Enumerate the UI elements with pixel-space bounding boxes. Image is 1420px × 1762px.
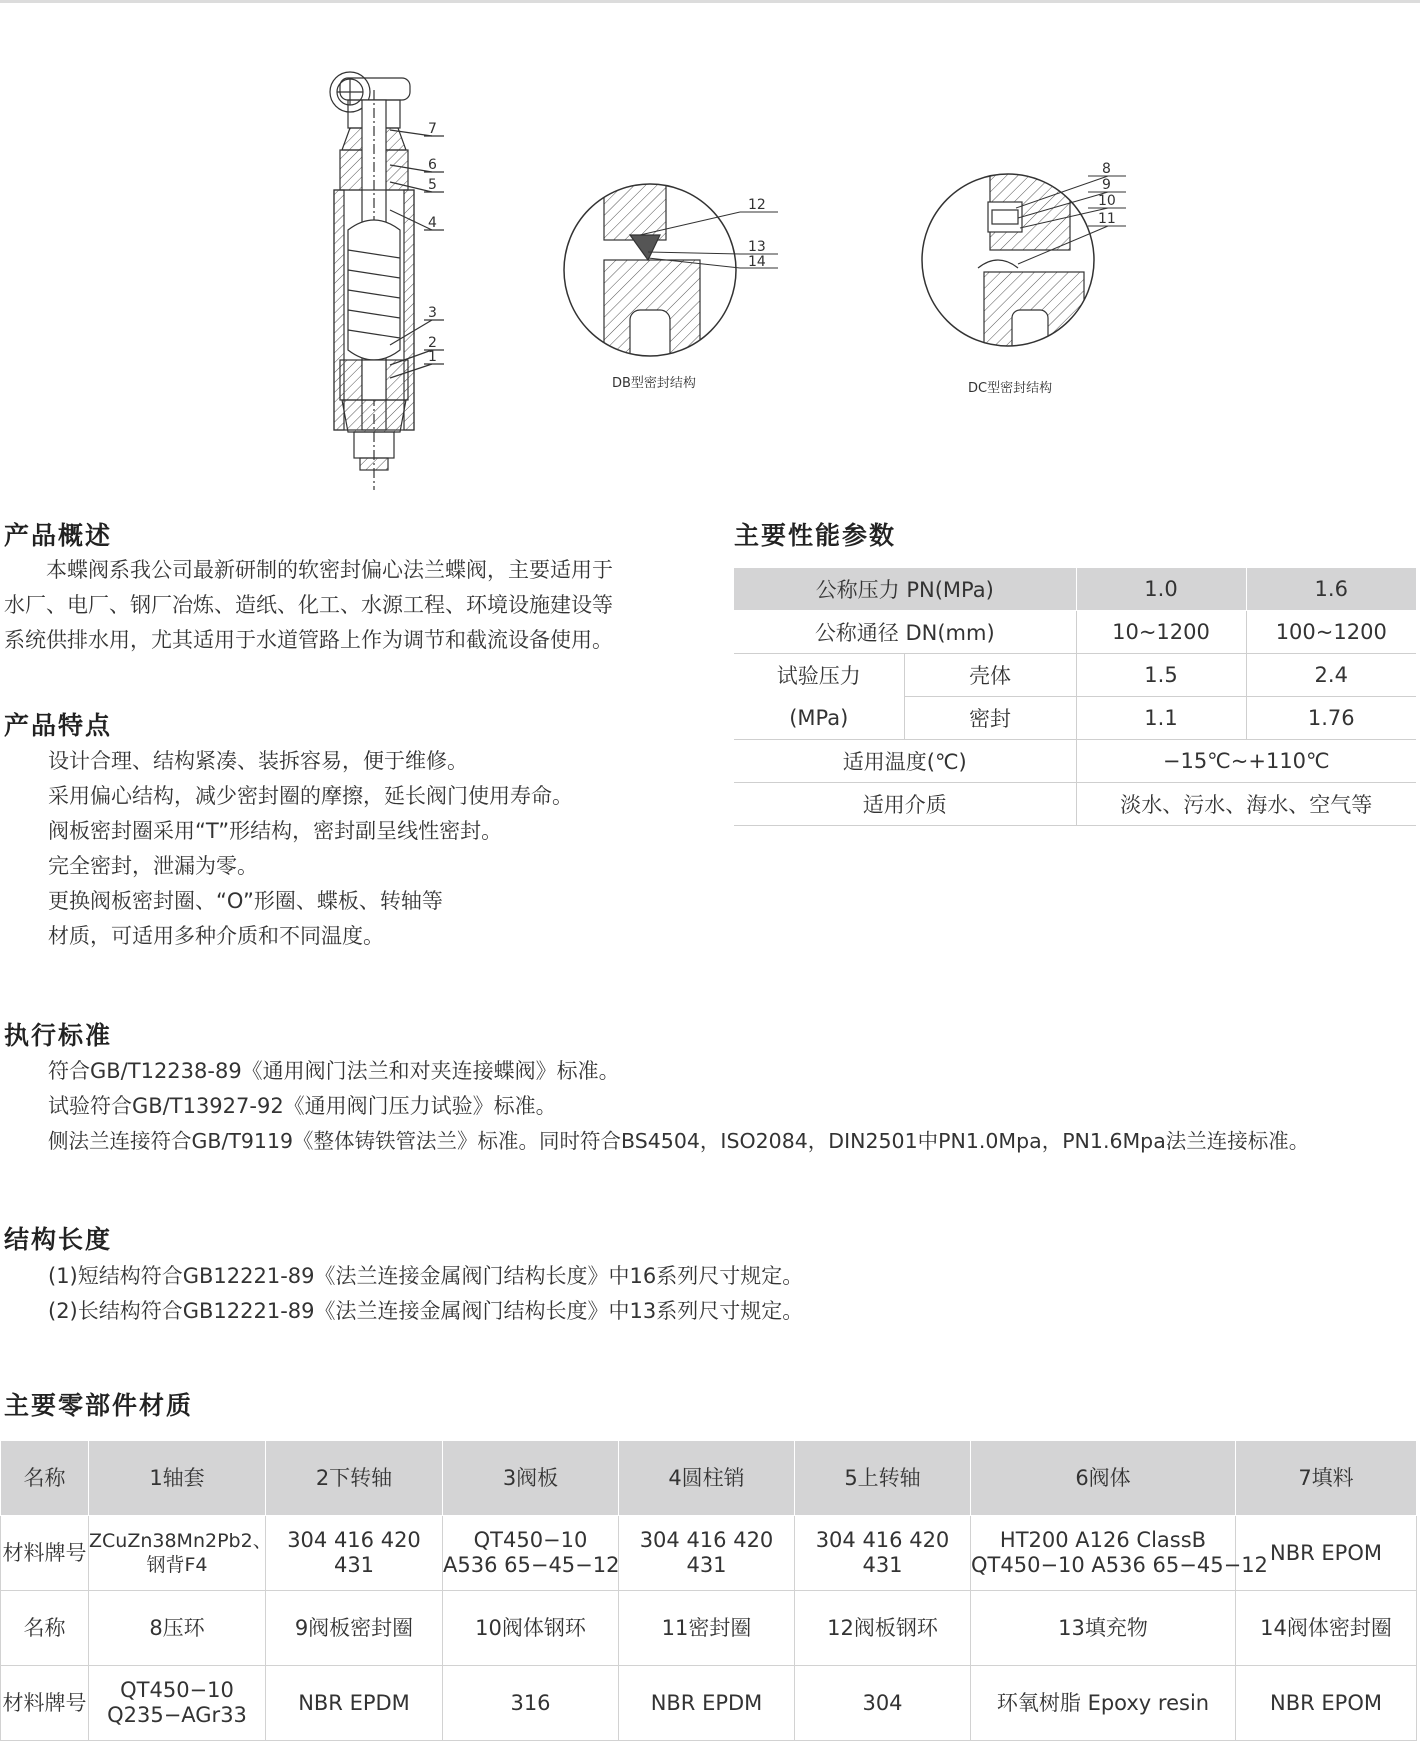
db-seal-caption: DB型密封结构 bbox=[612, 376, 696, 391]
length-line: (1)短结构符合GB12221-89《法兰连接金属阀门结构长度》中16系列尺寸规定。 bbox=[48, 1264, 804, 1288]
materials-header-row-2 bbox=[1, 1591, 1417, 1666]
mat-cell: 6阀体 bbox=[971, 1441, 1236, 1516]
mat-cell: NBR EPOM bbox=[1236, 1516, 1417, 1591]
length-title: 结构长度 bbox=[4, 1225, 113, 1254]
mat-line: 钢背F4 bbox=[146, 1554, 208, 1576]
overview-title: 产品概述 bbox=[4, 521, 113, 550]
pressure-value-1: 1.0 bbox=[1076, 568, 1246, 611]
perf-row-temp bbox=[734, 740, 1416, 783]
mat-cell bbox=[971, 1516, 1268, 1591]
materials-table bbox=[0, 1440, 1417, 1741]
callout-12: 12 bbox=[748, 197, 766, 213]
dc-seal-caption: DC型密封结构 bbox=[968, 381, 1053, 396]
mat-cell: 材料牌号 bbox=[1, 1666, 89, 1741]
callout-6: 6 bbox=[428, 157, 437, 173]
materials-title: 主要零部件材质 bbox=[4, 1391, 194, 1420]
standards-title: 执行标准 bbox=[4, 1021, 113, 1050]
mat-cell: 316 bbox=[443, 1666, 619, 1741]
overview-line: 系统供排水用，尤其适用于水道管路上作为调节和截流设备使用。 bbox=[4, 628, 613, 652]
callout-10: 10 bbox=[1098, 193, 1116, 209]
mat-cell: 2下转轴 bbox=[266, 1441, 443, 1516]
mat-cell: 1轴套 bbox=[89, 1441, 266, 1516]
callout-11: 11 bbox=[1098, 211, 1116, 227]
perf-row-shell bbox=[734, 654, 1416, 697]
callout-3: 3 bbox=[428, 305, 437, 321]
overview-line: 本蝶阀系我公司最新研制的软密封偏心法兰蝶阀，主要适用于 bbox=[46, 558, 613, 582]
mat-cell: 14阀体密封圈 bbox=[1236, 1591, 1417, 1666]
mat-cell: NBR EPDM bbox=[266, 1666, 443, 1741]
materials-grade-row-1 bbox=[1, 1516, 1417, 1591]
feature-item: 完全密封，泄漏为零。 bbox=[48, 854, 258, 878]
overview-line: 水厂、电厂、钢厂冶炼、造纸、化工、水源工程、环境设施建设等 bbox=[4, 593, 613, 617]
callout-4: 4 bbox=[428, 215, 437, 231]
materials-grade-row-2 bbox=[1, 1666, 1417, 1741]
mat-cell: 11密封圈 bbox=[619, 1591, 795, 1666]
callout-1: 1 bbox=[428, 349, 437, 365]
standards-text bbox=[48, 1054, 1309, 1159]
mat-cell: 名称 bbox=[1, 1591, 89, 1666]
mat-cell bbox=[443, 1516, 619, 1591]
feature-item: 更换阀板密封圈、“O”形圈、蝶板、转轴等 bbox=[48, 889, 443, 913]
seal-label: 密封 bbox=[904, 697, 1076, 740]
callout-14: 14 bbox=[748, 254, 766, 270]
perf-row-seal bbox=[734, 697, 1416, 740]
mat-cell: 304 416 420 431 bbox=[619, 1516, 795, 1591]
test-pressure-label: 试验压力 bbox=[734, 654, 904, 697]
mat-cell: 名称 bbox=[1, 1441, 89, 1516]
features-title: 产品特点 bbox=[4, 711, 113, 740]
mat-cell: 9阀板密封圈 bbox=[266, 1591, 443, 1666]
mat-cell: 304 416 420 431 bbox=[795, 1516, 971, 1591]
mat-line: A536 65−45−12 bbox=[443, 1553, 620, 1577]
feature-item: 采用偏心结构，减少密封圈的摩擦，延长阀门使用寿命。 bbox=[48, 784, 573, 808]
mat-cell: 12阀板钢环 bbox=[795, 1591, 971, 1666]
callout-5: 5 bbox=[428, 177, 437, 193]
performance-title: 主要性能参数 bbox=[734, 521, 897, 550]
feature-item: 材质，可适用多种介质和不同温度。 bbox=[48, 924, 384, 948]
standard-line: 试验符合GB/T13927-92《通用阀门压力试验》标准。 bbox=[48, 1094, 557, 1118]
mat-cell: 3阀板 bbox=[443, 1441, 619, 1516]
mat-line: QT450−10 A536 65−45−12 bbox=[971, 1553, 1268, 1577]
materials-header-row-1 bbox=[1, 1441, 1417, 1516]
top-divider bbox=[0, 0, 1420, 3]
diameter-value-1: 10~1200 bbox=[1076, 611, 1246, 654]
shell-label: 壳体 bbox=[904, 654, 1076, 697]
perf-row-pressure bbox=[734, 568, 1416, 611]
mat-cell: NBR EPOM bbox=[1236, 1666, 1417, 1741]
mat-cell: NBR EPDM bbox=[619, 1666, 795, 1741]
pressure-value-2: 1.6 bbox=[1246, 568, 1416, 611]
shell-value-2: 2.4 bbox=[1246, 654, 1416, 697]
diameter-label: 公称通径 DN(mm) bbox=[734, 611, 1076, 654]
perf-row-medium bbox=[734, 783, 1416, 826]
mat-cell: 7填料 bbox=[1236, 1441, 1417, 1516]
standard-line: 侧法兰连接符合GB/T9119《整体铸铁管法兰》标准。同时符合BS4504，ISO2084，DIN2501中PN1.0Mpa，PN1.6Mpa法兰连接标准。 bbox=[48, 1129, 1310, 1153]
test-pressure-unit: (MPa) bbox=[734, 697, 904, 740]
overview-text bbox=[4, 553, 613, 658]
mat-cell: 13填充物 bbox=[971, 1591, 1236, 1666]
mat-cell bbox=[89, 1516, 272, 1591]
mat-cell: 材料牌号 bbox=[1, 1516, 89, 1591]
features-list bbox=[48, 744, 573, 954]
seal-value-1: 1.1 bbox=[1076, 697, 1246, 740]
diameter-value-2: 100~1200 bbox=[1246, 611, 1416, 654]
shell-value-1: 1.5 bbox=[1076, 654, 1246, 697]
dc-seal-detail-drawing bbox=[920, 160, 1140, 360]
seal-value-2: 1.76 bbox=[1246, 697, 1416, 740]
callout-8: 8 bbox=[1102, 161, 1111, 177]
mat-line: QT450−10 bbox=[473, 1528, 588, 1552]
temp-label: 适用温度(℃) bbox=[734, 740, 1076, 783]
standard-line: 符合GB/T12238-89《通用阀门法兰和对夹连接蝶阀》标准。 bbox=[48, 1059, 620, 1083]
mat-cell: 4圆柱销 bbox=[619, 1441, 795, 1516]
mat-line: QT450−10 bbox=[120, 1678, 234, 1702]
mat-line: HT200 A126 ClassB bbox=[999, 1528, 1207, 1552]
mat-cell bbox=[89, 1666, 266, 1741]
feature-item: 设计合理、结构紧凑、装拆容易，便于维修。 bbox=[48, 749, 468, 773]
performance-table bbox=[734, 568, 1416, 826]
mat-cell: 304 416 420 431 bbox=[266, 1516, 443, 1591]
mat-cell: 5上转轴 bbox=[795, 1441, 971, 1516]
length-line: (2)长结构符合GB12221-89《法兰连接金属阀门结构长度》中13系列尺寸规定。 bbox=[48, 1299, 804, 1323]
medium-value: 淡水、污水、海水、空气等 bbox=[1076, 783, 1416, 826]
medium-label: 适用介质 bbox=[734, 783, 1076, 826]
mat-cell: 304 bbox=[795, 1666, 971, 1741]
temp-value: −15℃~+110℃ bbox=[1076, 740, 1416, 783]
callout-13: 13 bbox=[748, 239, 766, 255]
mat-cell: 环氧树脂 Epoxy resin bbox=[971, 1666, 1236, 1741]
valve-section-drawing bbox=[320, 60, 490, 500]
length-text bbox=[48, 1259, 803, 1329]
db-seal-detail-drawing bbox=[560, 180, 800, 360]
mat-line: ZCuZn38Mn2Pb2、 bbox=[89, 1530, 272, 1552]
mat-line: Q235−AGr33 bbox=[107, 1703, 247, 1727]
callout-7: 7 bbox=[428, 121, 437, 137]
mat-cell: 8压环 bbox=[89, 1591, 266, 1666]
feature-item: 阀板密封圈采用“T”形结构，密封副呈线性密封。 bbox=[48, 819, 503, 843]
mat-cell: 10阀体钢环 bbox=[443, 1591, 619, 1666]
callout-9: 9 bbox=[1102, 177, 1111, 193]
callout-2: 2 bbox=[428, 335, 437, 351]
pressure-label: 公称压力 PN(MPa) bbox=[734, 568, 1076, 611]
perf-row-diameter bbox=[734, 611, 1416, 654]
